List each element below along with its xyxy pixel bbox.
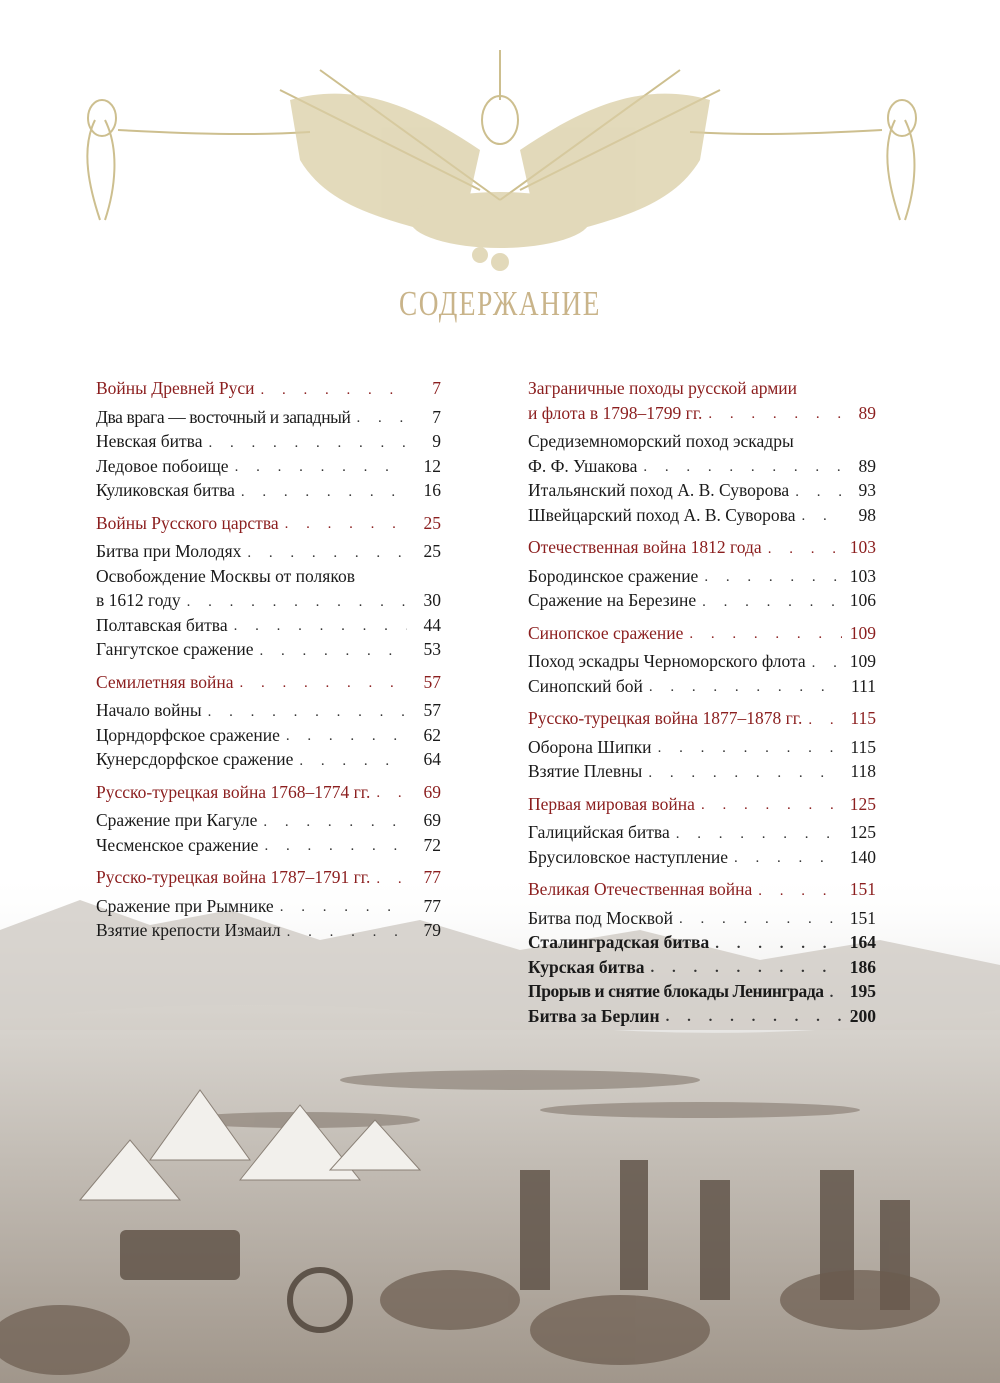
leader-dots <box>376 868 407 890</box>
leader-dots <box>261 379 408 401</box>
toc-heading[interactable]: Великая Отечественная война . . . 151 <box>528 877 876 902</box>
toc-heading[interactable]: Первая мировая война . . . 125 <box>528 792 876 817</box>
page-number: 103 <box>849 537 876 557</box>
leader-dots <box>649 676 842 698</box>
toc-heading[interactable]: Русско-турецкая война 1877–1878 гг. . . . 115 <box>528 706 876 731</box>
leader-dots <box>356 407 407 429</box>
leader-dots <box>676 823 842 845</box>
page-number: 69 <box>423 810 441 830</box>
page-number: 89 <box>858 455 876 476</box>
toc-item[interactable]: Сражение при Рымнике . . . 77 <box>96 894 441 919</box>
toc-item[interactable]: Цорндорфское сражение . . . 62 <box>96 723 441 748</box>
toc-item[interactable]: Битва за Берлин . . . 200 <box>528 1004 876 1029</box>
page-number: 7 <box>432 406 441 427</box>
toc-item[interactable]: Бородинское сражение . . . 103 <box>528 564 876 589</box>
leader-dots <box>280 896 407 918</box>
leader-dots <box>715 933 842 955</box>
leader-dots <box>734 847 842 869</box>
leader-dots <box>830 982 842 1004</box>
leader-dots <box>704 566 842 588</box>
toc-section <box>96 670 441 772</box>
toc-item[interactable]: Синопский бой . . . 111 <box>528 674 876 699</box>
toc-heading[interactable]: Русско-турецкая война 1768–1774 гг. . . . 69 <box>96 780 441 805</box>
page-number: 69 <box>423 781 441 802</box>
page-title: СОДЕРЖАНИЕ <box>399 284 601 323</box>
toc-item[interactable]: Битва при Молодях . . . 25 <box>96 539 441 564</box>
toc-heading[interactable]: и флота в 1798–1799 гг. . . . 89 <box>528 401 876 426</box>
page-number: 98 <box>858 504 876 525</box>
toc-column-right <box>528 376 876 1036</box>
page-number: 140 <box>849 846 876 867</box>
page-number: 25 <box>423 541 441 561</box>
toc-section <box>528 535 876 613</box>
leader-dots <box>208 701 407 723</box>
page-number: 25 <box>423 512 441 533</box>
page-number: 151 <box>849 879 876 899</box>
page-number: 77 <box>423 895 441 916</box>
leader-dots <box>287 921 407 943</box>
leader-dots <box>376 782 407 804</box>
page-number: 12 <box>423 455 441 476</box>
leader-dots <box>648 762 842 784</box>
ornament-trophy <box>60 40 940 275</box>
leader-dots <box>651 957 842 979</box>
toc-heading[interactable]: Синопское сражение . . . 109 <box>528 621 876 646</box>
toc-item[interactable]: Курская битва . . . 186 <box>528 955 876 980</box>
page-number: 72 <box>423 834 441 855</box>
page-number: 106 <box>849 590 876 610</box>
page-number: 118 <box>850 761 876 781</box>
leader-dots <box>658 737 842 759</box>
leader-dots <box>286 725 407 747</box>
page-number: 53 <box>423 639 441 659</box>
toc-item-line1[interactable]: Освобождение Москвы от поляков <box>96 565 355 586</box>
toc-section <box>96 376 441 503</box>
leader-dots <box>795 481 842 503</box>
toc-column-left <box>96 376 441 951</box>
page-number: 57 <box>423 671 441 692</box>
page-number: 103 <box>849 565 876 586</box>
leader-dots <box>208 432 407 454</box>
leader-dots <box>643 456 842 478</box>
toc-item[interactable]: Поход эскадры Черноморского флота . . . 109 <box>528 649 876 674</box>
page-number: 151 <box>849 907 876 928</box>
page-number: 57 <box>423 700 441 720</box>
leader-dots <box>263 811 407 833</box>
toc-item-line1[interactable]: Средиземноморский поход эскадры <box>528 431 794 451</box>
toc-item[interactable]: Взятие крепости Измаил . . . 79 <box>96 918 441 943</box>
toc-heading[interactable]: Семилетняя война . . . 57 <box>96 670 441 695</box>
page-number: 9 <box>432 431 441 451</box>
page-number: 186 <box>849 956 876 977</box>
leader-dots <box>689 623 842 645</box>
page-number: 115 <box>850 708 876 728</box>
page-number: 195 <box>849 981 876 1001</box>
page-number: 64 <box>423 749 441 769</box>
leader-dots <box>708 403 842 425</box>
leader-dots <box>247 542 407 564</box>
toc-section <box>96 865 441 943</box>
toc-section <box>528 792 876 870</box>
page-number: 125 <box>849 793 876 814</box>
leader-dots <box>666 1006 842 1028</box>
toc-item[interactable]: Швейцарский поход А. В. Суворова . . . 98 <box>528 503 876 528</box>
toc-item[interactable]: Сражение на Березине . . . 106 <box>528 588 876 613</box>
toc-section <box>96 511 441 662</box>
page-number: 125 <box>849 822 876 842</box>
leader-dots <box>239 672 407 694</box>
toc-item[interactable]: Галицийская битва . . . 125 <box>528 820 876 845</box>
leader-dots <box>285 513 407 535</box>
leader-dots <box>679 908 842 930</box>
toc-item[interactable]: Ледовое побоище . . . 12 <box>96 454 441 479</box>
page-number: 79 <box>423 920 441 940</box>
toc-item[interactable]: Прорыв и снятие блокады Ленинграда . . . 195 <box>528 979 876 1004</box>
page-number: 109 <box>849 651 876 671</box>
page-number: 164 <box>849 932 876 952</box>
toc-item[interactable]: Брусиловское наступление . . . 140 <box>528 845 876 870</box>
toc-item[interactable]: Полтавская битва . . . 44 <box>96 613 441 638</box>
toc-item[interactable]: Оборона Шипки . . . 115 <box>528 735 876 760</box>
toc-section <box>96 780 441 858</box>
leader-dots <box>812 652 842 674</box>
leader-dots <box>299 750 407 772</box>
leader-dots <box>241 481 407 503</box>
leader-dots <box>260 640 408 662</box>
toc-item[interactable]: Начало войны . . . 57 <box>96 698 441 723</box>
leader-dots <box>235 456 407 478</box>
leader-dots <box>187 591 407 613</box>
page-number: 200 <box>849 1005 876 1026</box>
page-number: 111 <box>851 675 876 696</box>
leader-dots <box>264 835 407 857</box>
page-number: 115 <box>850 736 876 757</box>
toc-item[interactable]: Сражение при Кагуле . . . 69 <box>96 808 441 833</box>
toc-item[interactable]: Куликовская битва . . . 16 <box>96 478 441 503</box>
toc-heading-line1[interactable]: Заграничные походы русской армии <box>528 378 798 398</box>
page-number: 16 <box>423 480 441 500</box>
page-number: 77 <box>423 867 441 887</box>
toc-heading[interactable]: Русско-турецкая война 1787–1791 гг. . . . 77 <box>96 865 441 890</box>
leader-dots <box>234 615 407 637</box>
leader-dots <box>758 880 842 902</box>
toc-item[interactable]: Чесменское сражение . . . 72 <box>96 833 441 858</box>
leader-dots <box>768 538 842 560</box>
toc-section <box>528 376 876 527</box>
page-number: 62 <box>423 724 441 745</box>
toc-item[interactable]: Невская битва . . . 9 <box>96 429 441 454</box>
toc-item[interactable]: Сталинградская битва . . . 164 <box>528 930 876 955</box>
toc-section <box>528 706 876 784</box>
toc-heading[interactable]: Отечественная война 1812 года . . . 103 <box>528 535 876 560</box>
toc-item[interactable]: Кунерсдорфское сражение . . . 64 <box>96 747 441 772</box>
toc-item[interactable]: Итальянский поход А. В. Суворова . . . 93 <box>528 478 876 503</box>
page-number: 7 <box>432 378 441 398</box>
toc-item[interactable]: в 1612 году . . . 30 <box>96 588 441 613</box>
toc-item[interactable]: Взятие Плевны . . . 118 <box>528 759 876 784</box>
toc-heading[interactable]: Войны Русского царства . . . 25 <box>96 511 441 536</box>
toc-item[interactable]: Битва под Москвой . . . 151 <box>528 906 876 931</box>
toc-item[interactable]: Ф. Ф. Ушакова . . . 89 <box>528 454 876 479</box>
toc-heading[interactable]: Войны Древней Руси . . . 7 <box>96 376 441 401</box>
toc-item[interactable]: Два врага — восточный и западный . . . 7 <box>96 405 441 430</box>
page-number: 89 <box>858 402 876 423</box>
page-number: 93 <box>858 480 876 500</box>
page-number: 44 <box>423 614 441 635</box>
page-number: 30 <box>423 590 441 610</box>
toc-section <box>528 621 876 699</box>
leader-dots <box>702 591 842 613</box>
page-number: 109 <box>849 622 876 643</box>
toc-section <box>528 877 876 1028</box>
leader-dots <box>701 794 842 816</box>
toc-item[interactable]: Гангутское сражение . . . 53 <box>96 637 441 662</box>
leader-dots <box>801 505 842 527</box>
leader-dots <box>808 709 842 731</box>
